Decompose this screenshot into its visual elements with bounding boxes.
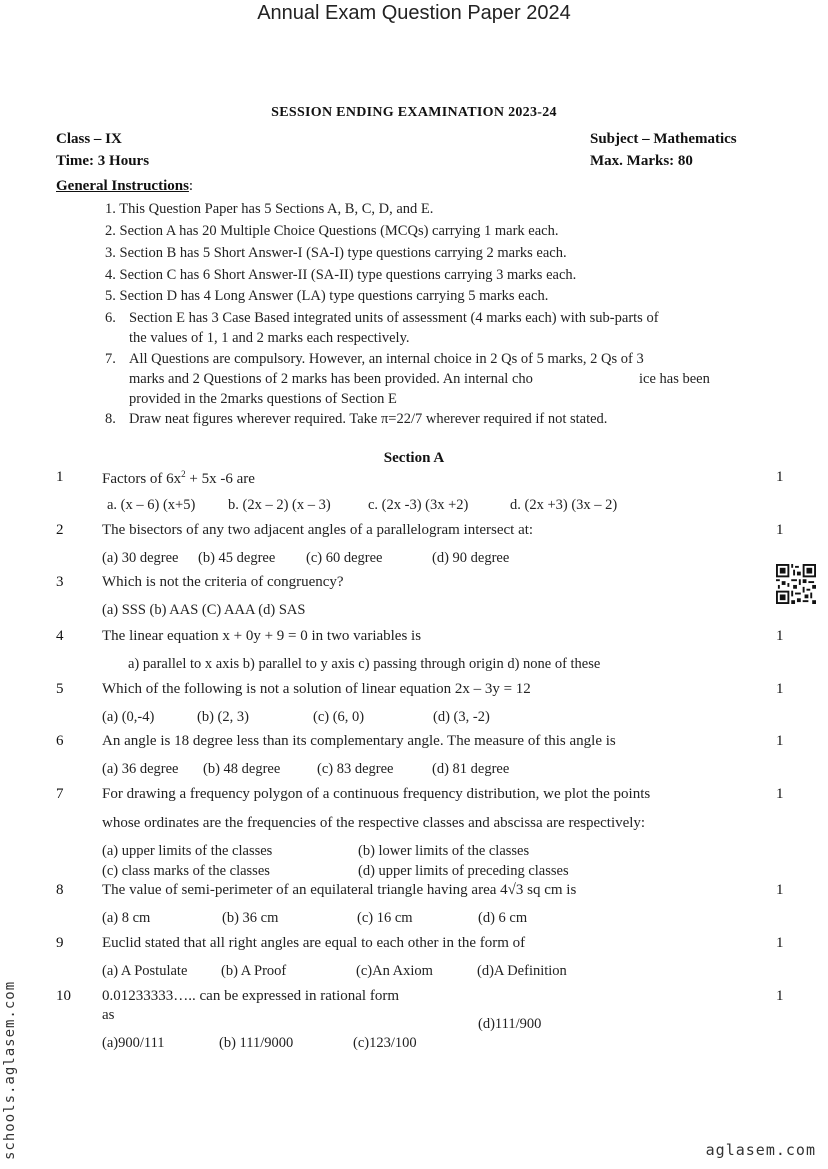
question-text-part: + 5x -6 are xyxy=(185,471,255,487)
option: (c)An Axiom xyxy=(356,963,433,979)
side-watermark: schools.aglasem.com xyxy=(2,980,18,1160)
instructions-heading-text: General Instructions xyxy=(56,178,189,194)
instruction-number: 6. xyxy=(105,310,116,326)
instruction-item: All Questions are compulsory. However, an internal choice in 2 Qs of 5 marks, 2 Qs of 3 xyxy=(129,351,644,367)
option: (a)900/111 xyxy=(102,1035,165,1051)
instruction-item: the values of 1, 1 and 2 marks each respectively. xyxy=(129,330,410,346)
option: (d) (3, -2) xyxy=(433,709,490,725)
question-number: 4 xyxy=(56,628,64,644)
option: a) parallel to x axis b) parallel to y axis c) passing through origin d) none of these xyxy=(128,656,601,672)
option: (b) A Proof xyxy=(221,963,287,979)
question-text: For drawing a frequency polygon of a continuous frequency distribution, we plot the points xyxy=(102,786,651,802)
option: (d) 81 degree xyxy=(432,761,510,777)
max-marks-label: Max. Marks: 80 xyxy=(590,153,693,169)
question-text: 0.01233333….. can be expressed in rational form xyxy=(102,988,400,1004)
instruction-item: provided in the 2marks questions of Section E xyxy=(129,391,397,407)
question-text xyxy=(102,469,255,488)
question-number: 8 xyxy=(56,882,64,898)
option: (a) upper limits of the classes xyxy=(102,843,273,859)
question-text: Which of the following is not a solution of linear equation 2x – 3y = 12 xyxy=(102,681,531,697)
instruction-item: 3. Section B has 5 Short Answer-I (SA-I) type questions carrying 2 marks each. xyxy=(105,245,567,261)
option: b. (2x – 2) (x – 3) xyxy=(228,497,331,513)
option: (c) 60 degree xyxy=(306,550,383,566)
option: (b) 45 degree xyxy=(198,550,276,566)
question-text: The bisectors of any two adjacent angles of a parallelogram intersect at: xyxy=(102,522,534,538)
instruction-item: Draw neat figures wherever required. Take π=22/7 wherever required if not stated. xyxy=(129,411,608,427)
option: (d)A Definition xyxy=(477,963,567,979)
option: (a) A Postulate xyxy=(102,963,188,979)
question-number: 2 xyxy=(56,522,64,538)
instruction-item: Section E has 3 Case Based integrated units of assessment (4 marks each) with sub-parts of xyxy=(129,310,659,326)
question-marks: 1 xyxy=(776,935,784,951)
instruction-number: 7. xyxy=(105,351,116,367)
option: (a) 30 degree xyxy=(102,550,179,566)
question-number: 5 xyxy=(56,681,64,697)
option: (b) (2, 3) xyxy=(197,709,249,725)
question-marks: 1 xyxy=(776,469,784,485)
subject-label: Subject – Mathematics xyxy=(590,131,737,147)
option: d. (2x +3) (3x – 2) xyxy=(510,497,618,513)
option: (b) 111/9000 xyxy=(219,1035,294,1051)
question-marks: 1 xyxy=(776,786,784,802)
option: (a) 36 degree xyxy=(102,761,179,777)
option: (d)111/900 xyxy=(478,1016,542,1032)
question-marks: 1 xyxy=(776,733,784,749)
class-label: Class – IX xyxy=(56,131,122,147)
question-number: 9 xyxy=(56,935,64,951)
question-text: An angle is 18 degree less than its complementary angle. The measure of this angle is xyxy=(102,733,616,749)
option: c. (2x -3) (3x +2) xyxy=(368,497,469,513)
option: (c) 16 cm xyxy=(357,910,413,926)
instruction-item: 5. Section D has 4 Long Answer (LA) type questions carrying 5 marks each. xyxy=(105,288,549,304)
time-label: Time: 3 Hours xyxy=(56,153,150,169)
option: (b) 48 degree xyxy=(203,761,281,777)
question-text: Euclid stated that all right angles are equal to each other in the form of xyxy=(102,935,526,951)
instruction-number: 8. xyxy=(105,411,116,427)
footer-watermark: aglasem.com xyxy=(705,1141,816,1159)
question-marks: 1 xyxy=(776,988,784,1004)
instruction-item: 1. This Question Paper has 5 Sections A, B, C, D, and E. xyxy=(105,201,434,217)
question-number: 1 xyxy=(56,469,64,485)
question-number: 3 xyxy=(56,574,64,590)
exam-session-title: SESSION ENDING EXAMINATION 2023-24 xyxy=(271,105,557,120)
option: (a) 8 cm xyxy=(102,910,151,926)
option: (b) 36 cm xyxy=(222,910,279,926)
option: (a) (0,-4) xyxy=(102,709,155,725)
option: (d) 6 cm xyxy=(478,910,528,926)
instructions-heading-colon: : xyxy=(188,178,194,194)
option: (b) lower limits of the classes xyxy=(358,843,530,859)
option: (d) upper limits of preceding classes xyxy=(358,863,569,879)
question-marks: 1 xyxy=(776,681,784,697)
question-marks: 1 xyxy=(776,882,784,898)
option: (d) 90 degree xyxy=(432,550,510,566)
instruction-item: ice has been xyxy=(639,371,710,387)
instruction-item: 4. Section C has 6 Short Answer-II (SA-II) type questions carrying 3 marks each. xyxy=(105,267,577,283)
option: (c) (6, 0) xyxy=(313,709,365,725)
option: a. (x – 6) (x+5) xyxy=(107,497,196,513)
instruction-item: marks and 2 Questions of 2 marks has been provided. An internal cho xyxy=(129,371,533,387)
instruction-item: 2. Section A has 20 Multiple Choice Questions (MCQs) carrying 1 mark each. xyxy=(105,223,559,239)
question-marks: 1 xyxy=(776,628,784,644)
question-number: 6 xyxy=(56,733,64,749)
page-banner: Annual Exam Question Paper 2024 xyxy=(257,2,571,24)
option: (c) class marks of the classes xyxy=(102,863,270,879)
question-text: The linear equation x + 0y + 9 = 0 in two variables is xyxy=(102,628,422,644)
option: (c)123/100 xyxy=(353,1035,417,1051)
question-text: Which is not the criteria of congruency? xyxy=(102,574,344,590)
qr-code-icon xyxy=(776,564,816,604)
question-text: whose ordinates are the frequencies of the respective classes and abscissa are respectively: xyxy=(102,815,646,831)
option: (c) 83 degree xyxy=(317,761,394,777)
question-number: 10 xyxy=(56,988,71,1004)
question-text-part: Factors of 6x xyxy=(102,471,182,487)
question-text: as xyxy=(102,1007,115,1023)
question-marks: 1 xyxy=(776,522,784,538)
question-text: The value of semi-perimeter of an equilateral triangle having area 4√3 sq cm is xyxy=(102,882,577,898)
question-number: 7 xyxy=(56,786,64,802)
exponent: 2 xyxy=(181,469,186,479)
general-instructions-heading xyxy=(56,178,193,195)
section-a-heading: Section A xyxy=(383,450,445,466)
option: (a) SSS (b) AAS (C) AAA (d) SAS xyxy=(102,602,306,618)
